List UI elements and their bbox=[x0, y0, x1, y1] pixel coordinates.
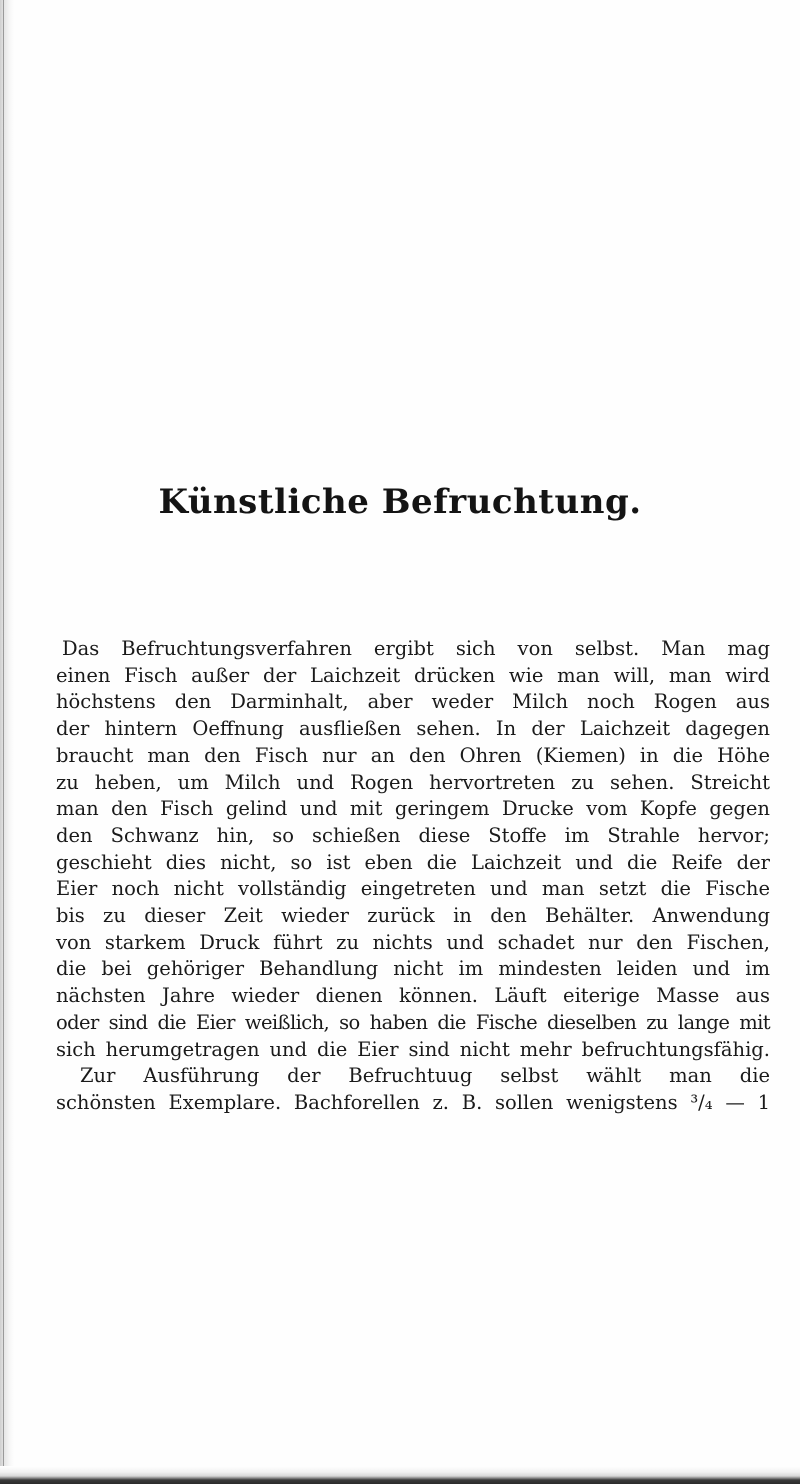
page-bottom-edge bbox=[0, 1466, 800, 1484]
text-line: den Schwanz hin, so schießen diese Stoffe im Strahle hervor; bbox=[56, 823, 770, 847]
page-spine-line bbox=[3, 0, 4, 1484]
page-title: Künstliche Befruchtung. bbox=[158, 482, 642, 522]
text-line: Eier noch nicht vollständig eingetreten und man setzt die Fische bbox=[56, 877, 770, 901]
text-line: braucht man den Fisch nur an den Ohren (Kiemen) in die Höhe bbox=[56, 743, 770, 767]
text-line: Zur Ausführung der Befruchtuug selbst wählt man die bbox=[80, 1064, 770, 1088]
text-line: einen Fisch außer der Laichzeit drücken wie man will, man wird bbox=[56, 663, 770, 687]
text-line: zu heben, um Milch und Rogen hervortreten zu sehen. Streicht bbox=[56, 770, 770, 794]
text-line: man den Fisch gelind und mit geringem Drucke vom Kopfe gegen bbox=[56, 797, 770, 821]
text-line: oder sind die Eier weißlich, so haben die Fische dieselben zu lange mit bbox=[56, 1010, 770, 1034]
text-line: höchstens den Darminhalt, aber weder Milch noch Rogen aus bbox=[56, 690, 770, 714]
text-line: bis zu dieser Zeit wieder zurück in den Behälter. Anwendung bbox=[56, 904, 770, 928]
body-paragraph bbox=[56, 636, 770, 1117]
text-line: nächsten Jahre wieder dienen können. Läuft eiterige Masse aus bbox=[56, 984, 770, 1008]
text-line: von starkem Druck führt zu nichts und schadet nur den Fischen, bbox=[56, 930, 770, 954]
text-line: die bei gehöriger Behandlung nicht im mindesten leiden und im bbox=[56, 957, 770, 981]
text-line: sich herumgetragen und die Eier sind nicht mehr befruchtungsfähig. bbox=[56, 1037, 770, 1061]
text-line: geschieht dies nicht, so ist eben die Laichzeit und die Reife der bbox=[56, 850, 770, 874]
text-line: Das Befruchtungsverfahren ergibt sich von selbst. Man mag bbox=[62, 637, 770, 660]
text-line: der hintern Oeffnung ausfließen sehen. In der Laichzeit dagegen bbox=[56, 717, 770, 741]
text-line: schönsten Exemplare. Bachforellen z. B. sollen wenigstens ³/₄ — 1 bbox=[56, 1090, 770, 1114]
